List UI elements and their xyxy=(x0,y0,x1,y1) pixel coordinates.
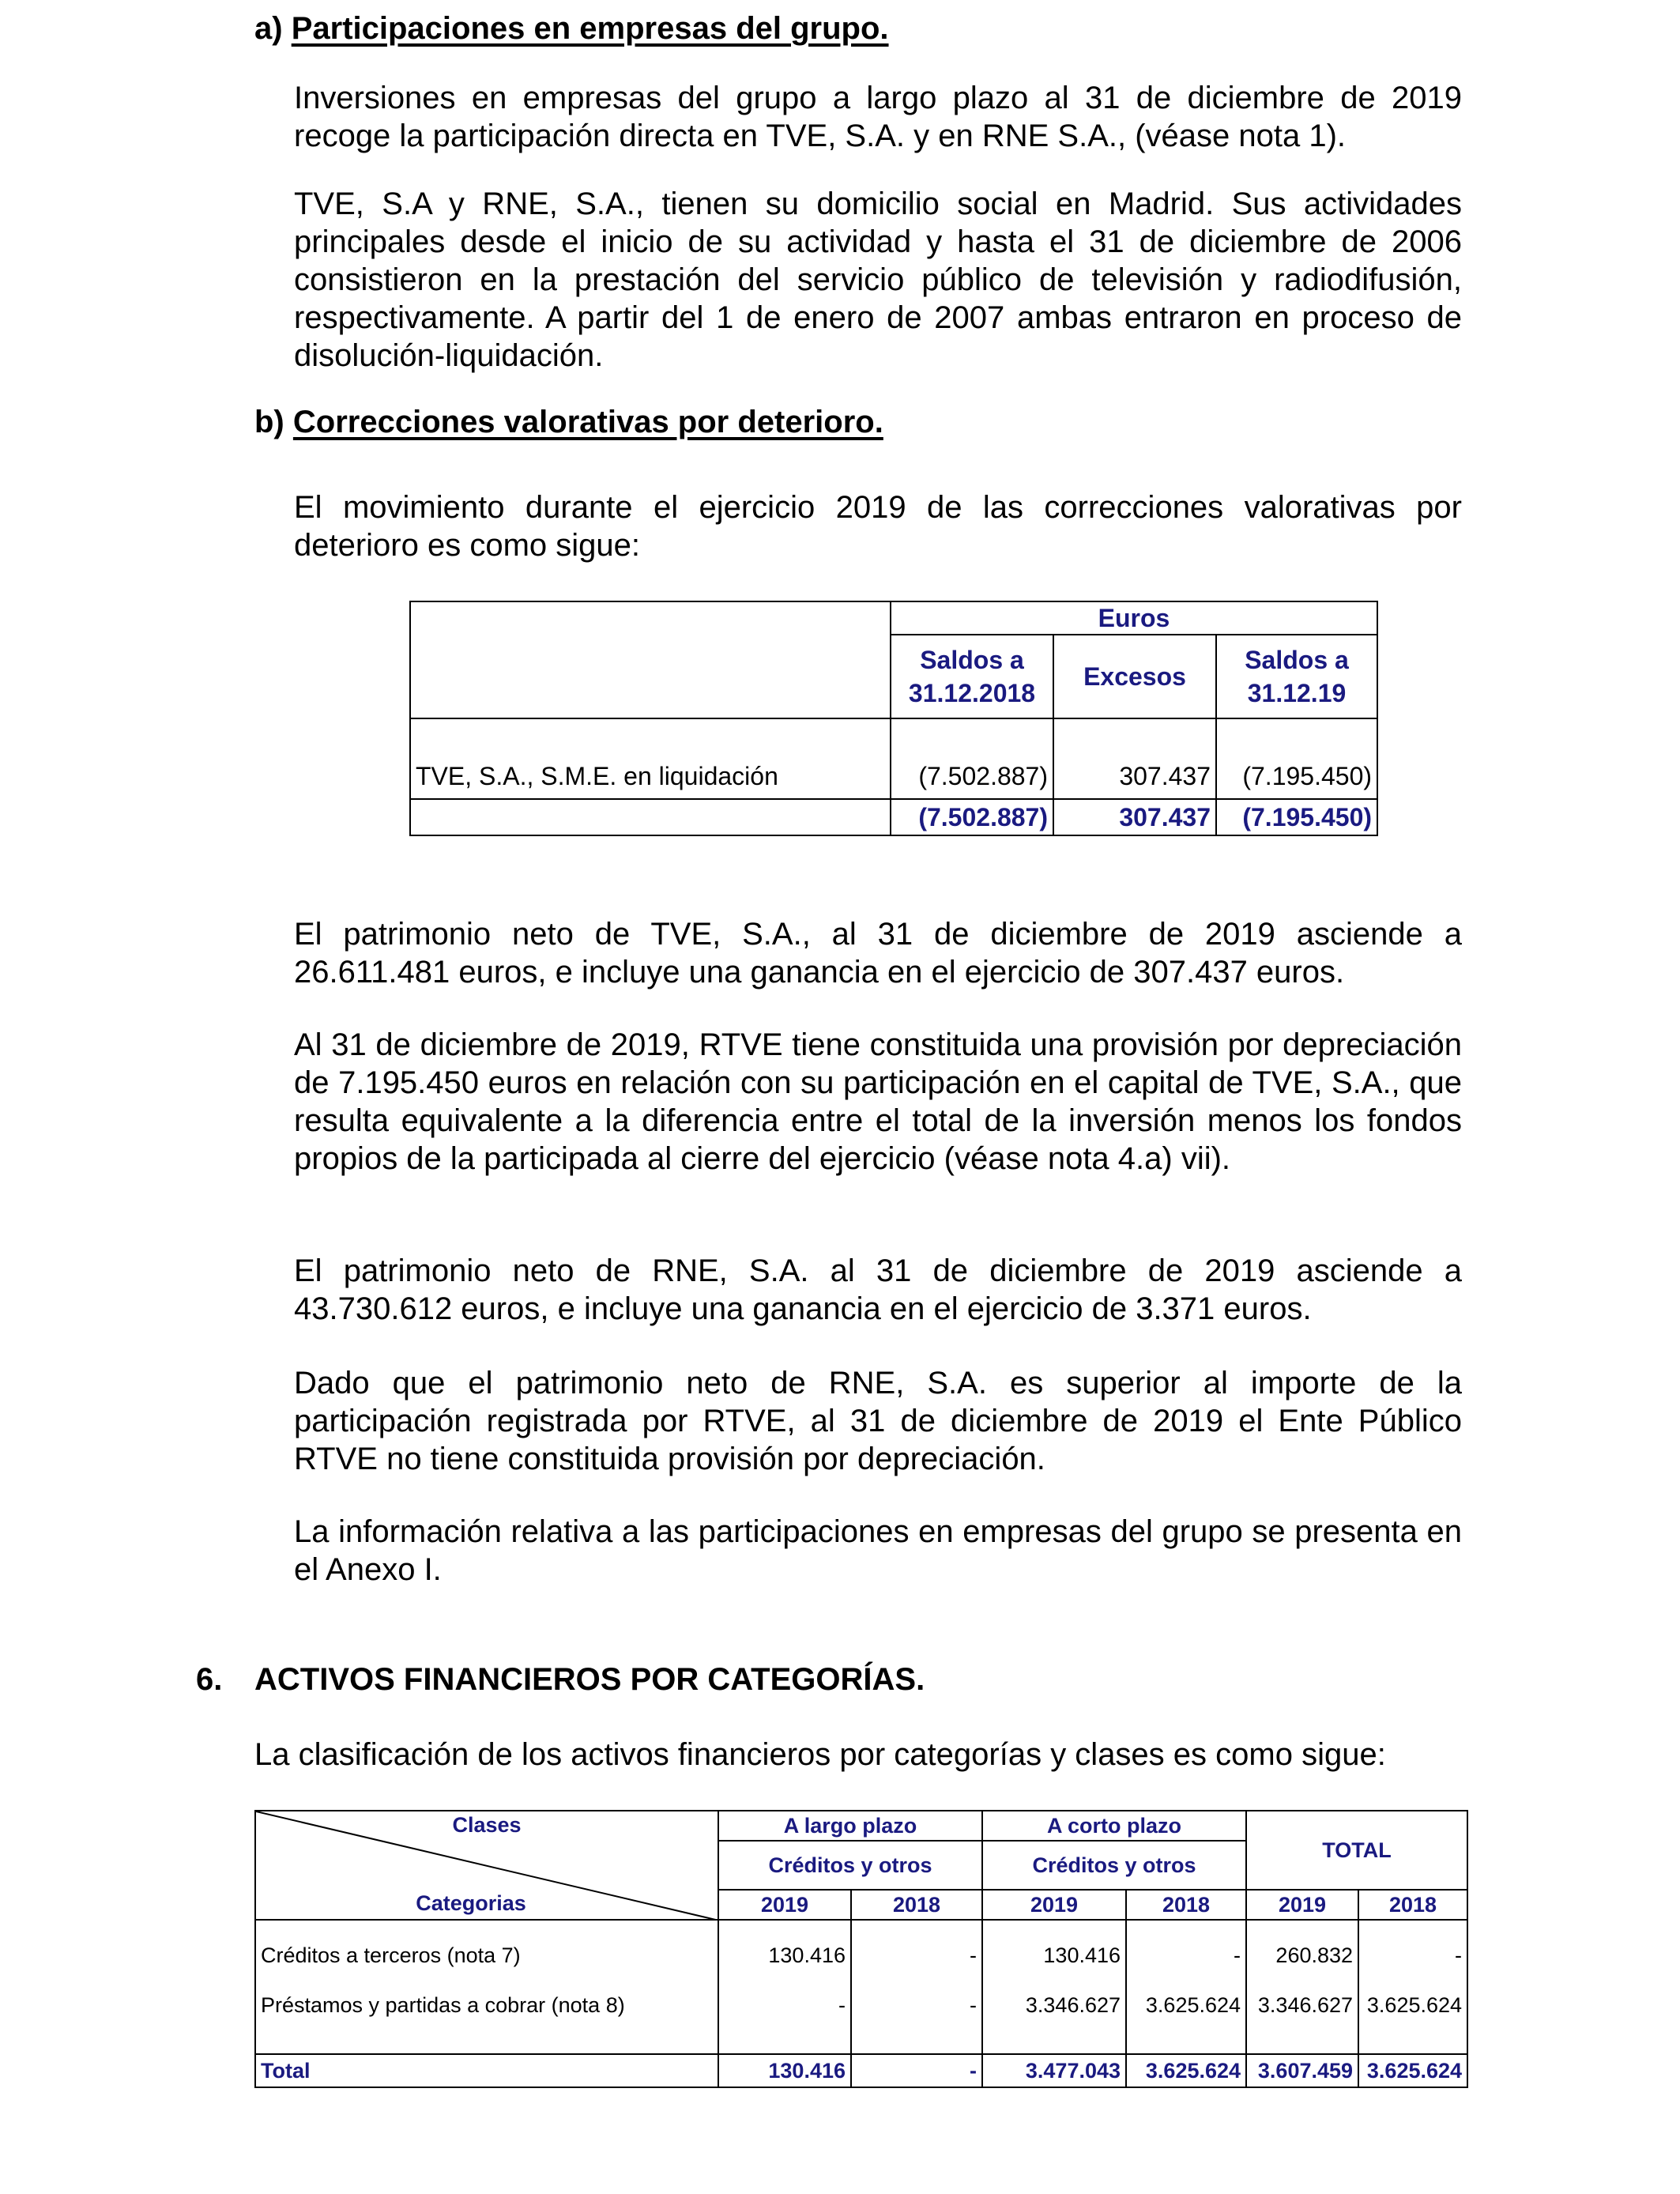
section-a-paragraph-1: Inversiones en empresas del grupo a largo plazo al 31 de diciembre de 2019 recoge la participación directa en TVE, S.A. y en RNE S.A., (véase nota 1). xyxy=(294,81,1462,153)
impairment-col-excesos: Excesos xyxy=(1053,635,1216,718)
section-b-title: Correcciones valorativas por deterioro. xyxy=(292,405,883,439)
impairment-col-saldos-2018-line2: 31.12.2018 xyxy=(908,679,1036,707)
cell-value: - xyxy=(1358,1920,1467,1990)
classes-categories-header xyxy=(255,1811,718,1920)
impairment-col-saldos-2018 xyxy=(891,635,1053,718)
impairment-table xyxy=(409,601,1378,836)
cell-value: 3.625.624 xyxy=(1358,1990,1467,2054)
cell-value: 3.346.627 xyxy=(982,1990,1126,2054)
impairment-table-blank-header xyxy=(410,601,891,718)
row-label: Créditos a terceros (nota 7) xyxy=(255,1920,718,1990)
total-cell-value: 3.607.459 xyxy=(1246,2054,1358,2087)
section-a-title: Participaciones en empresas del grupo. xyxy=(291,11,889,46)
impairment-row-saldos-2019: (7.195.450) xyxy=(1216,754,1377,799)
cell-value: 260.832 xyxy=(1246,1920,1358,1990)
cell-value: 3.625.624 xyxy=(1126,1990,1246,2054)
impairment-row-excesos: 307.437 xyxy=(1053,754,1216,799)
impairment-spacer-cell xyxy=(1053,718,1216,754)
categories-label: Categorias xyxy=(416,1891,526,1915)
section-a-heading xyxy=(254,11,889,47)
impairment-total-excesos: 307.437 xyxy=(1053,799,1216,835)
table-row xyxy=(255,1990,1467,2054)
section-b-paragraph-4: Dado que el patrimonio neto de RNE, S.A. es superior al importe de la participación registrada por RTVE, al 31 de diciembre de 2019 el Ente Público RTVE no tiene constituida provisión por depreciación. xyxy=(294,1366,1462,1476)
year-header: 2019 xyxy=(982,1890,1126,1920)
long-term-creditos-header: Créditos y otros xyxy=(718,1841,982,1890)
total-row-label: Total xyxy=(255,2054,718,2087)
year-header: 2018 xyxy=(1358,1890,1467,1920)
total-header: TOTAL xyxy=(1246,1811,1467,1890)
total-cell-value: 130.416 xyxy=(718,2054,851,2087)
table-row xyxy=(410,754,1377,799)
year-header: 2018 xyxy=(851,1890,982,1920)
section-6-intro: La clasificación de los activos financieros por categorías y clases es como sigue: xyxy=(254,1737,1386,1772)
impairment-table-euros-header: Euros xyxy=(891,601,1377,635)
total-cell-value: 3.625.624 xyxy=(1126,2054,1246,2087)
impairment-col-saldos-2018-line1: Saldos a xyxy=(920,646,1024,674)
section-b-heading xyxy=(254,405,883,440)
total-cell-value: - xyxy=(851,2054,982,2087)
short-term-creditos-header: Créditos y otros xyxy=(982,1841,1246,1890)
section-b-paragraph-2: Al 31 de diciembre de 2019, RTVE tiene constituida una provisión por depreciación de 7.195.450 euros en relación con su participación en el capital de TVE, S.A., que resulta equivalente a la diferencia entre el total de la inversión menos los fondos propios de la participada al cierre del ejercicio (véase nota 4.a) vii). xyxy=(294,1027,1462,1176)
year-header: 2018 xyxy=(1126,1890,1246,1920)
impairment-spacer-cell xyxy=(410,718,891,754)
section-a-paragraph-2: TVE, S.A y RNE, S.A., tienen su domicilio social en Madrid. Sus actividades principales desde el inicio de su actividad y hasta el 31 de diciembre de 2006 consistieron en la prestación del servicio público de televisión y radiodifusión, respectivamente. A partir del 1 de enero de 2007 ambas entraron en proceso de disolución-liquidación. xyxy=(294,187,1462,373)
cell-value: 130.416 xyxy=(718,1920,851,1990)
short-term-header: A corto plazo xyxy=(982,1811,1246,1841)
total-cell-value: 3.477.043 xyxy=(982,2054,1126,2087)
impairment-col-saldos-2019-line1: Saldos a xyxy=(1245,646,1349,674)
impairment-total-saldos-2019: (7.195.450) xyxy=(1216,799,1377,835)
section-6-title: ACTIVOS FINANCIEROS POR CATEGORÍAS. xyxy=(254,1662,925,1697)
row-label: Préstamos y partidas a cobrar (nota 8) xyxy=(255,1990,718,2054)
table-row xyxy=(410,799,1377,835)
section-a-letter: a) xyxy=(254,11,283,46)
impairment-spacer-cell xyxy=(891,718,1053,754)
impairment-total-saldos-2018: (7.502.887) xyxy=(891,799,1053,835)
impairment-row-saldos-2018: (7.502.887) xyxy=(891,754,1053,799)
cell-value: 3.346.627 xyxy=(1246,1990,1358,2054)
cell-value: - xyxy=(1126,1920,1246,1990)
impairment-col-saldos-2019 xyxy=(1216,635,1377,718)
classes-label: Clases xyxy=(452,1813,522,1837)
table-row xyxy=(255,1920,1467,1990)
cell-value: 130.416 xyxy=(982,1920,1126,1990)
section-b-letter: b) xyxy=(254,405,284,439)
year-header: 2019 xyxy=(1246,1890,1358,1920)
impairment-col-saldos-2019-line2: 31.12.19 xyxy=(1247,679,1347,707)
financial-assets-table xyxy=(254,1810,1468,2088)
section-b-paragraph-3: El patrimonio neto de RNE, S.A. al 31 de diciembre de 2019 asciende a 43.730.612 euros, e incluye una ganancia en el ejercicio de 3.371 euros. xyxy=(294,1253,1462,1326)
section-6-number: 6. xyxy=(196,1662,223,1697)
cell-value: - xyxy=(718,1990,851,2054)
section-b-intro: El movimiento durante el ejercicio 2019 de las correcciones valorativas por deterioro es como sigue: xyxy=(294,490,1462,563)
cell-value: - xyxy=(851,1990,982,2054)
cell-value: - xyxy=(851,1920,982,1990)
table-row xyxy=(255,2054,1467,2087)
total-cell-value: 3.625.624 xyxy=(1358,2054,1467,2087)
section-b-paragraph-1: El patrimonio neto de TVE, S.A., al 31 de diciembre de 2019 asciende a 26.611.481 euros, e incluye una ganancia en el ejercicio de 307.437 euros. xyxy=(294,917,1462,990)
long-term-header: A largo plazo xyxy=(718,1811,982,1841)
impairment-row-label: TVE, S.A., S.M.E. en liquidación xyxy=(410,754,891,799)
year-header: 2019 xyxy=(718,1890,851,1920)
impairment-total-label xyxy=(410,799,891,835)
impairment-spacer-cell xyxy=(1216,718,1377,754)
section-b-paragraph-5: La información relativa a las participaciones en empresas del grupo se presenta en el Anexo I. xyxy=(294,1514,1462,1587)
